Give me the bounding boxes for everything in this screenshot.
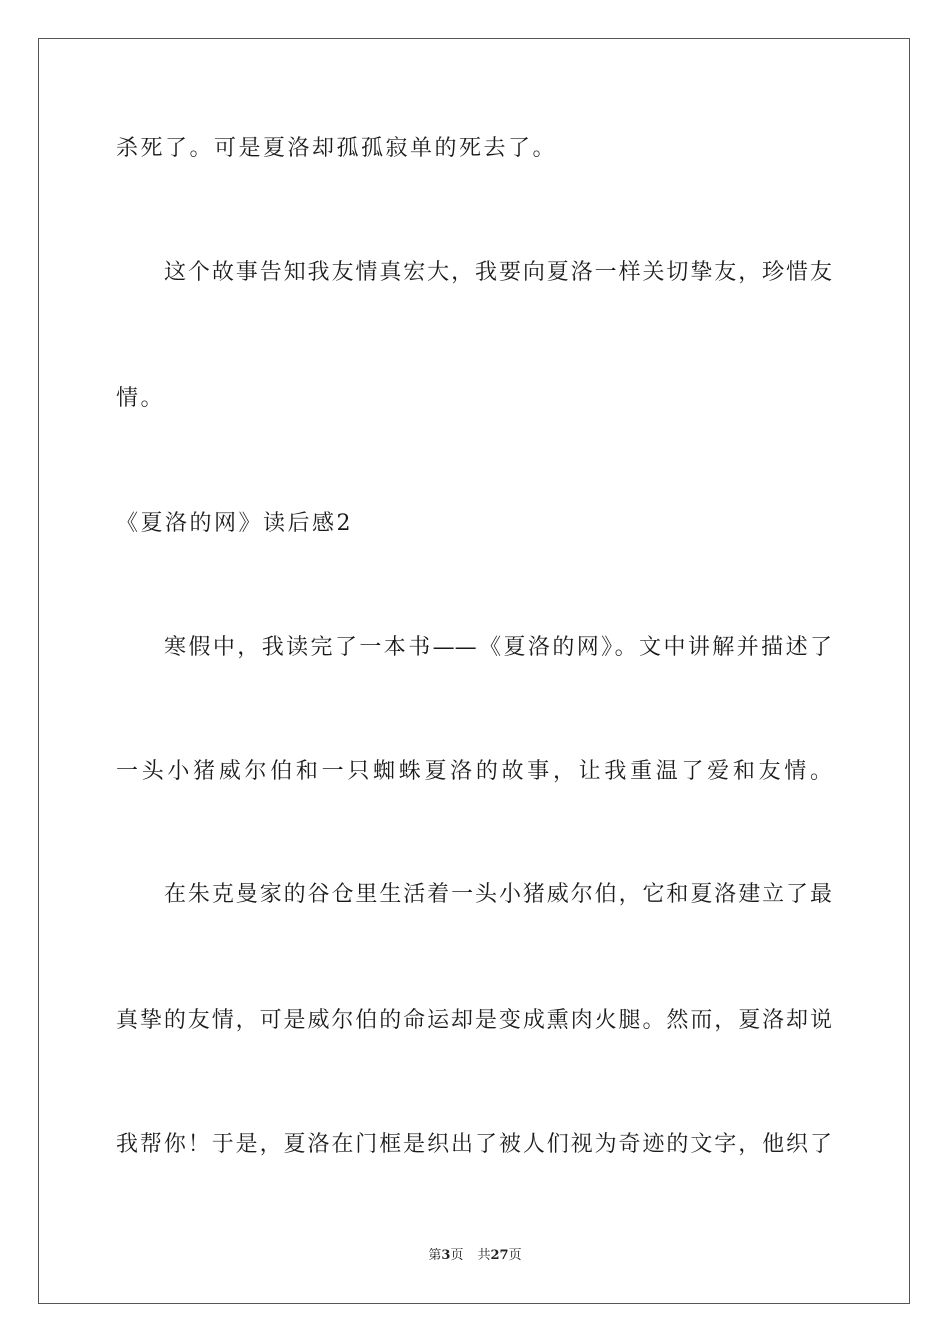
text-line-5: 寒假中，我读完了一本书——《夏洛的网》。文中讲解并描述了 (164, 635, 832, 660)
text-line-7: 在朱克曼家的谷仓里生活着一头小猪威尔伯，它和夏洛建立了最 (164, 882, 832, 907)
text-line-8: 真挚的友情，可是威尔伯的命运却是变成熏肉火腿。然而，夏洛却说 (116, 1008, 832, 1033)
text-line-6: 一头小猪威尔伯和一只蜘蛛夏洛的故事，让我重温了爱和友情。 (116, 759, 832, 784)
footer-page-number: 3 (441, 1248, 451, 1263)
page-frame (38, 38, 910, 1304)
text-line-3: 情。 (116, 386, 166, 411)
footer-total-prefix: 共 (477, 1248, 491, 1263)
footer-total-suffix: 页 (508, 1248, 522, 1263)
section-heading: 《夏洛的网》读后感2 (116, 511, 353, 536)
text-line-1: 杀死了。可是夏洛却孤孤寂单的死去了。 (116, 136, 558, 161)
footer-page-prefix: 第 (428, 1248, 442, 1263)
text-line-2: 这个故事告知我友情真宏大，我要向夏洛一样关切挚友，珍惜友 (164, 260, 832, 285)
footer-total-pages: 27 (490, 1248, 509, 1263)
footer-page-suffix: 页 (450, 1248, 464, 1263)
text-line-9: 我帮你！于是，夏洛在门框是织出了被人们视为奇迹的文字，他织了 (116, 1132, 832, 1157)
page-footer (0, 1247, 950, 1265)
